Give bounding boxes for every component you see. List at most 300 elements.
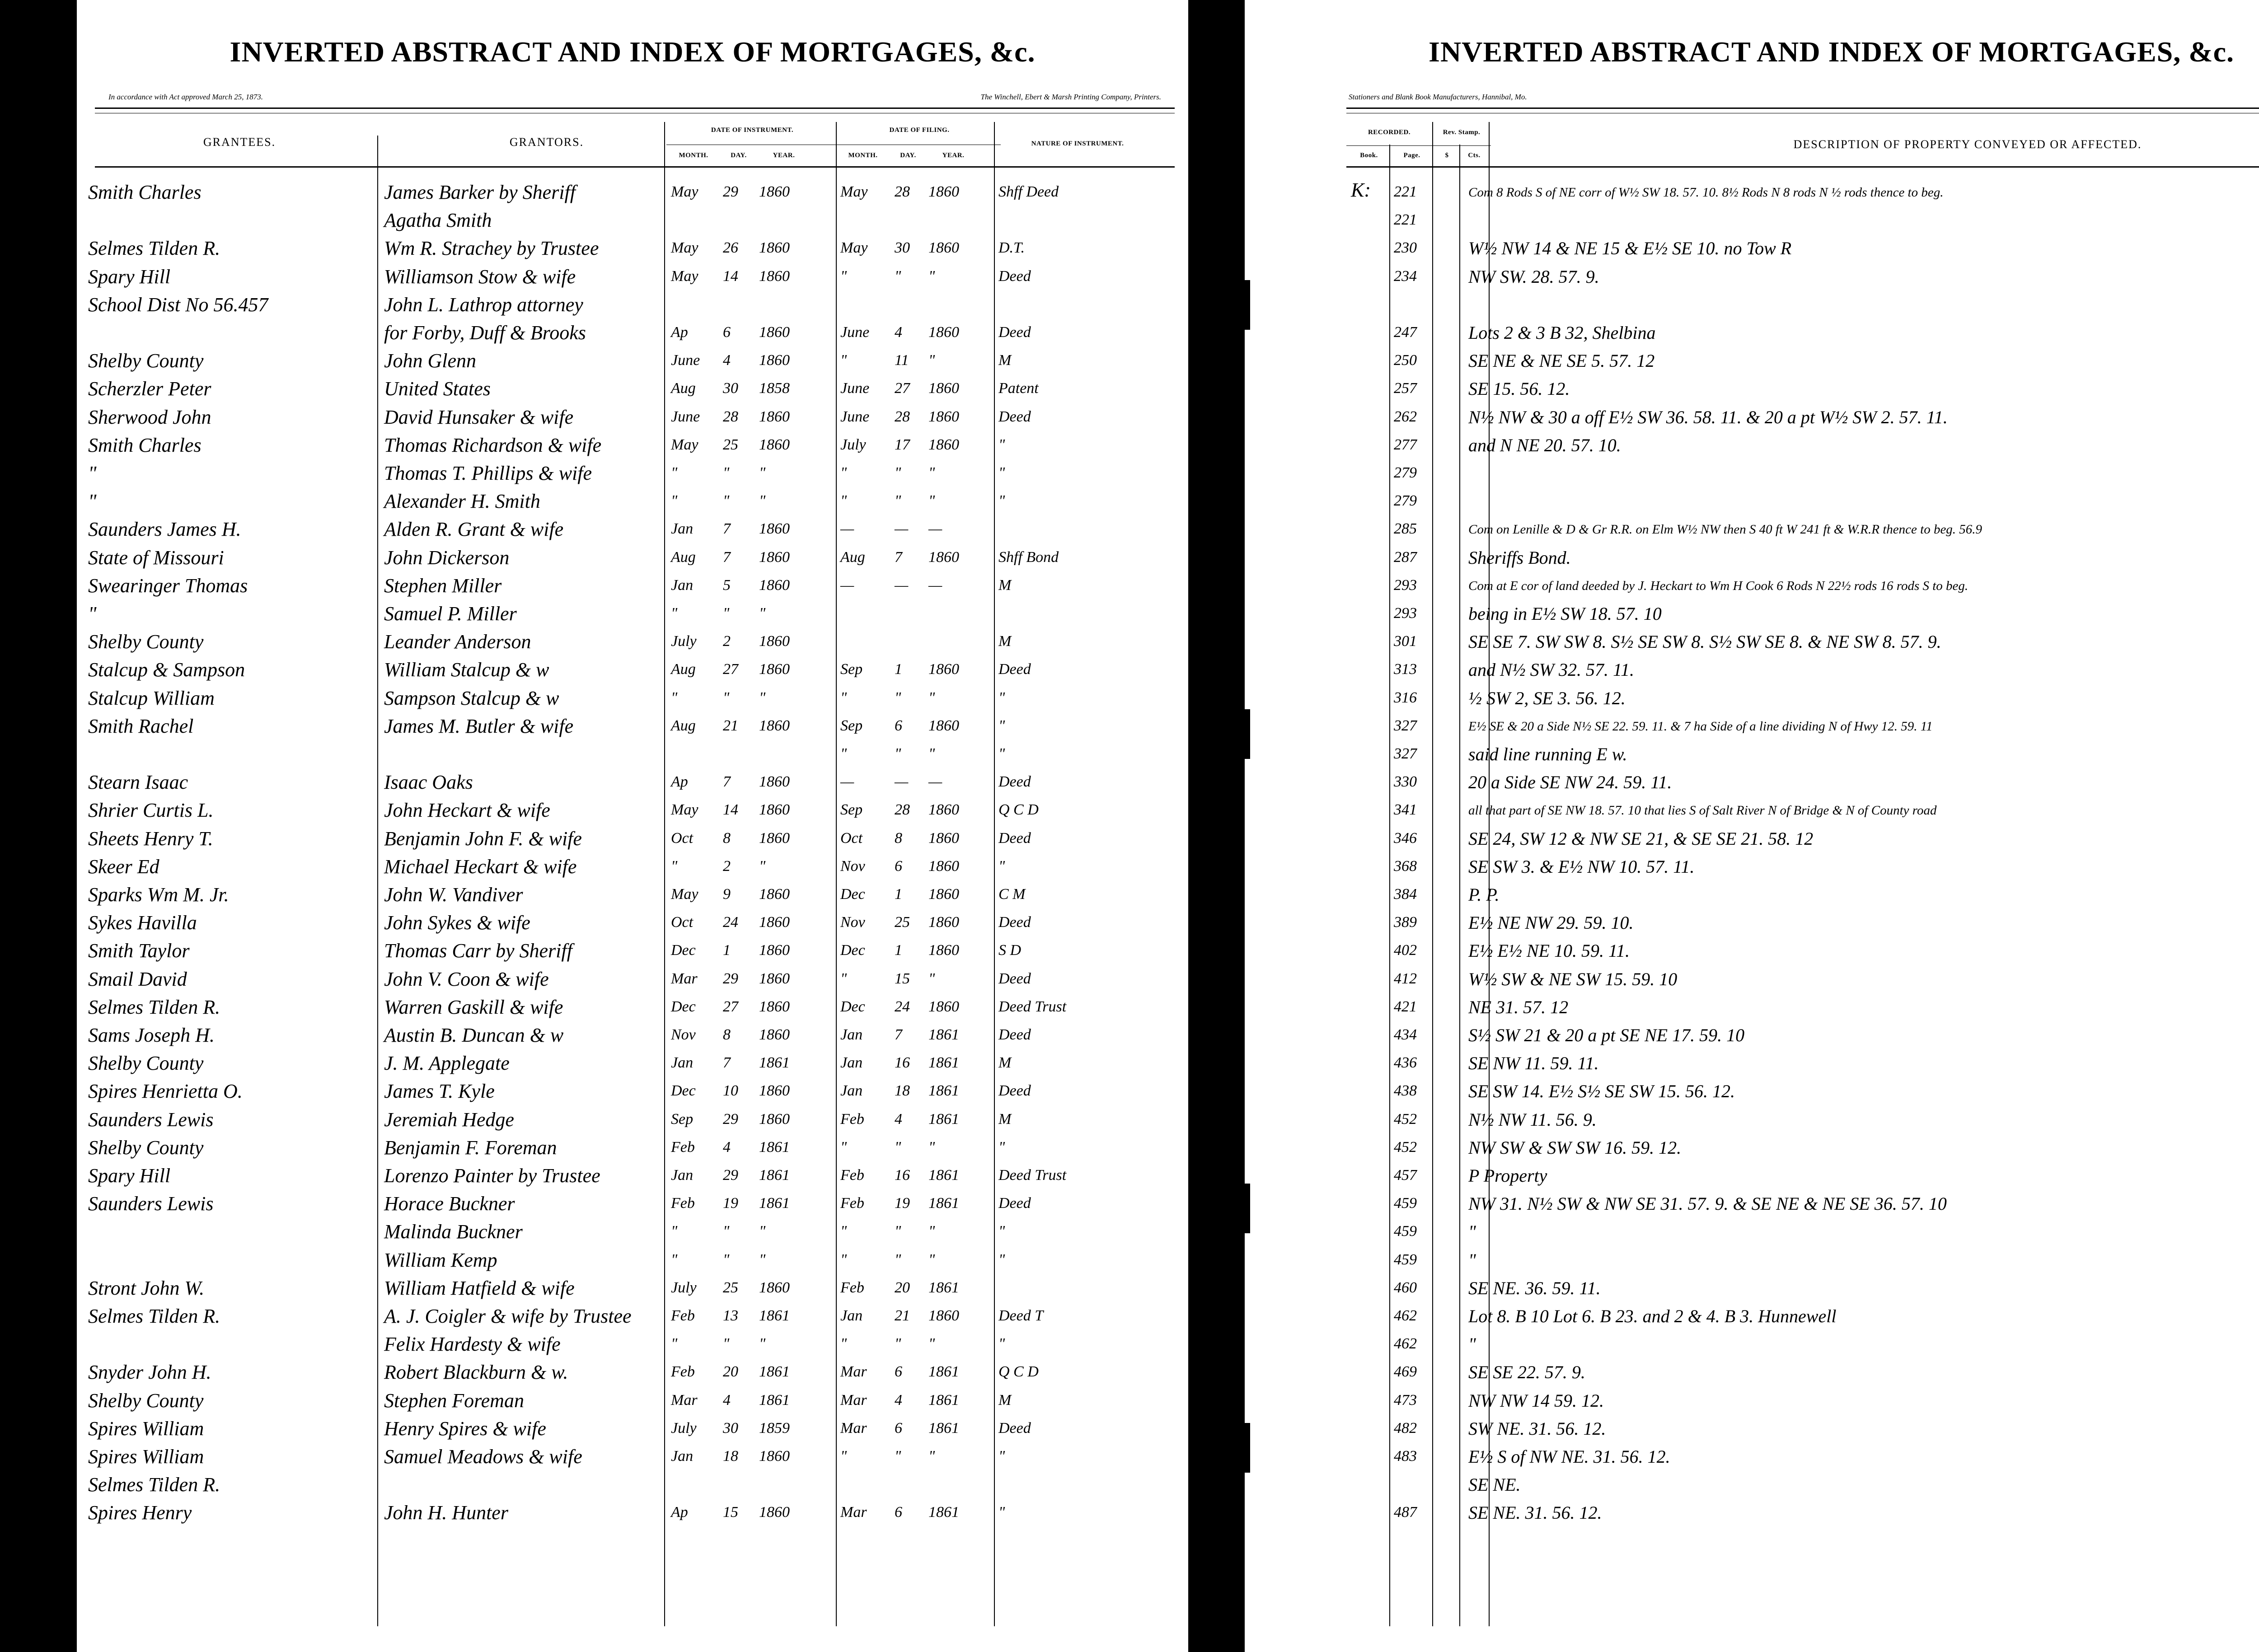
page-number-cell: 462 <box>1394 1335 1417 1352</box>
page-number-cell: 250 <box>1394 352 1417 369</box>
instrument-day-cell: " <box>723 689 730 706</box>
instrument-month-cell: Ap <box>671 773 688 791</box>
day-subheader: DAY. <box>900 152 916 159</box>
instrument-year-cell: 1861 <box>759 1138 790 1156</box>
instrument-day-cell: 14 <box>723 801 738 819</box>
page-number-cell: 434 <box>1394 1026 1417 1043</box>
filing-day-cell: 15 <box>895 970 910 987</box>
property-description-cell: W½ SW & NE SW 15. 59. 10 <box>1468 969 1678 989</box>
right-stationers-note: Stationers and Blank Book Manufacturers, Hannibal, Mo. <box>1349 93 1527 101</box>
grantor-cell: John Heckart & wife <box>384 799 550 822</box>
nature-cell: Deed <box>998 267 1031 285</box>
filing-day-cell: 17 <box>895 436 910 453</box>
table-row <box>77 1501 1188 1528</box>
filing-year-cell: " <box>928 1223 935 1240</box>
left-ledger-page <box>77 0 1188 1652</box>
nature-cell: Deed <box>998 829 1031 847</box>
nature-cell: M <box>998 352 1012 369</box>
grantor-cell: Alden R. Grant & wife <box>384 518 564 541</box>
instrument-year-cell: " <box>759 492 766 510</box>
filing-year-cell: " <box>928 745 935 762</box>
grantors-header: GRANTORS. <box>509 136 584 149</box>
grantor-cell: John Glenn <box>384 350 477 372</box>
property-description-cell: NW SW. 28. 57. 9. <box>1468 266 1599 287</box>
nature-cell: M <box>998 1391 1012 1409</box>
grantee-cell: Spary Hill <box>88 265 171 288</box>
property-description-cell: NE 31. 57. 12 <box>1468 997 1569 1017</box>
grantor-cell: Benjamin F. Foreman <box>384 1136 557 1159</box>
grantor-cell: Henry Spires & wife <box>384 1417 546 1440</box>
filing-month-cell: " <box>840 689 847 706</box>
property-description-cell: and N½ SW 32. 57. 11. <box>1468 660 1635 680</box>
filing-year-cell: 1860 <box>928 408 959 425</box>
grantor-cell: Stephen Miller <box>384 574 502 597</box>
table-row <box>77 630 1188 657</box>
page-number-cell: 482 <box>1394 1419 1417 1437</box>
description-row <box>1245 855 2259 882</box>
filing-day-cell: 27 <box>895 380 910 397</box>
nature-cell: M <box>998 1110 1012 1128</box>
instrument-month-cell: May <box>671 886 698 903</box>
instrument-month-cell: " <box>671 1251 678 1268</box>
filing-month-cell: June <box>840 380 870 397</box>
instrument-year-cell: " <box>759 464 766 481</box>
grantor-cell: Austin B. Duncan & w <box>384 1024 564 1046</box>
filing-day-cell: — <box>895 773 909 791</box>
description-row <box>1245 883 2259 910</box>
instrument-month-cell: May <box>671 239 698 257</box>
filing-day-cell: 25 <box>895 914 910 931</box>
page-number-cell: 293 <box>1394 576 1417 594</box>
nature-cell: Deed <box>998 324 1031 341</box>
grantor-cell: for Forby, Duff & Brooks <box>384 322 586 344</box>
table-row <box>77 1473 1188 1500</box>
filing-year-cell: 1860 <box>928 801 959 819</box>
page-number-cell: 221 <box>1394 183 1417 200</box>
filing-year-cell: 1861 <box>928 1195 959 1212</box>
page-number-cell: 462 <box>1394 1307 1417 1324</box>
property-description-cell: and N NE 20. 57. 10. <box>1468 435 1621 455</box>
left-act-note: In accordance with Act approved March 25, 1873. <box>108 93 263 101</box>
property-description-cell: N½ NW & 30 a off E½ SW 36. 58. 11. & 20 a pt W½ SW 2. 57. 11. <box>1468 407 1948 427</box>
filing-year-cell: 1860 <box>928 829 959 847</box>
property-description-cell: SE 15. 56. 12. <box>1468 379 1570 399</box>
table-row <box>77 406 1188 433</box>
description-row <box>1245 181 2259 208</box>
instrument-month-cell: Dec <box>671 942 696 959</box>
property-description-cell: E½ S of NW NE. 31. 56. 12. <box>1468 1446 1670 1467</box>
instrument-year-cell: " <box>759 689 766 706</box>
instrument-year-cell: 1860 <box>759 352 790 369</box>
page-number-cell: 234 <box>1394 267 1417 285</box>
page-number-cell: 279 <box>1394 492 1417 510</box>
description-row <box>1245 939 2259 966</box>
table-row <box>77 462 1188 489</box>
property-description-cell: all that part of SE NW 18. 57. 10 that lies S of Salt River N of Bridge & N of County road <box>1468 803 1937 818</box>
grantor-cell: Wm R. Strachey by Trustee <box>384 237 599 260</box>
page-number-cell: 459 <box>1394 1195 1417 1212</box>
binding-gutter <box>1188 0 1245 1652</box>
year-subheader: YEAR. <box>773 152 795 159</box>
grantor-cell: Thomas T. Phillips & wife <box>384 462 592 484</box>
filing-day-cell: 20 <box>895 1279 910 1296</box>
instrument-day-cell: 19 <box>723 1195 738 1212</box>
filing-day-cell: 1 <box>895 886 902 903</box>
description-row <box>1245 1389 2259 1416</box>
filing-year-cell: 1861 <box>928 1110 959 1128</box>
filing-day-cell: 4 <box>895 1391 902 1409</box>
nature-cell: " <box>998 1504 1005 1521</box>
instrument-month-cell: Mar <box>671 1391 698 1409</box>
property-description-cell: E½ SE & 20 a Side N½ SE 22. 59. 11. & 7 ha Side of a line dividing N of Hwy 12. 59. 11 <box>1468 719 1933 734</box>
dollars-subheader: $ <box>1445 152 1449 159</box>
filing-month-cell: " <box>840 1448 847 1465</box>
table-row <box>77 1277 1188 1304</box>
property-description-cell: SE NE. 31. 56. 12. <box>1468 1502 1602 1523</box>
grantor-cell: Thomas Carr by Sheriff <box>384 940 572 962</box>
grantee-cell: Shelby County <box>88 1052 204 1075</box>
description-row <box>1245 602 2259 629</box>
filing-month-cell: — <box>840 773 854 791</box>
table-row <box>77 265 1188 292</box>
property-description-cell: S½ SW 21 & 20 a pt SE NE 17. 59. 10 <box>1468 1025 1745 1045</box>
table-row <box>77 911 1188 938</box>
filing-year-cell: " <box>928 1251 935 1268</box>
grantee-cell: School Dist No 56.457 <box>88 293 268 316</box>
filing-day-cell: 6 <box>895 857 902 875</box>
page-number-cell: 460 <box>1394 1279 1417 1296</box>
instrument-day-cell: 7 <box>723 1054 731 1072</box>
page-number-cell: 421 <box>1394 998 1417 1015</box>
description-row <box>1245 658 2259 685</box>
instrument-day-cell: 13 <box>723 1307 738 1324</box>
instrument-month-cell: Feb <box>671 1307 695 1324</box>
page-number-cell: 452 <box>1394 1138 1417 1156</box>
page-number-cell: 483 <box>1394 1448 1417 1465</box>
instrument-day-cell: 5 <box>723 576 731 594</box>
table-row <box>77 939 1188 966</box>
grantor-cell: Stephen Foreman <box>384 1389 524 1412</box>
filing-month-cell: Nov <box>840 914 865 931</box>
recorded-header: RECORDED. <box>1368 129 1411 136</box>
table-row <box>77 321 1188 348</box>
instrument-month-cell: May <box>671 801 698 819</box>
filing-month-cell: " <box>840 1138 847 1156</box>
page-number-cell: 262 <box>1394 408 1417 425</box>
grantor-cell: John Dickerson <box>384 546 510 569</box>
property-description-cell: Com on Lenille & D & Gr R.R. on Elm W½ NW then S 40 ft W 241 ft & W.R.R thence to beg. 56.9 <box>1468 522 1982 537</box>
table-row <box>77 1333 1188 1360</box>
grantee-cell: Spires Henrietta O. <box>88 1080 243 1103</box>
filing-day-cell: 1 <box>895 661 902 678</box>
nature-cell: Deed Trust <box>998 1167 1067 1184</box>
property-description-cell: SE SE 22. 57. 9. <box>1468 1362 1585 1383</box>
filing-year-cell: 1860 <box>928 886 959 903</box>
grantee-cell: Spires William <box>88 1446 204 1468</box>
grantee-cell: Smith Rachel <box>88 715 194 737</box>
description-row <box>1245 911 2259 938</box>
filing-month-cell: Mar <box>840 1363 867 1381</box>
instrument-day-cell: " <box>723 605 730 622</box>
table-row <box>77 490 1188 517</box>
filing-month-cell: " <box>840 352 847 369</box>
filing-month-cell: Jan <box>840 1026 863 1043</box>
filing-year-cell: 1860 <box>928 942 959 959</box>
instrument-month-cell: Aug <box>671 380 696 397</box>
nature-cell: " <box>998 464 1005 481</box>
property-description-cell: said line running E w. <box>1468 744 1627 764</box>
instrument-day-cell: 9 <box>723 886 731 903</box>
filing-day-cell: — <box>895 576 909 594</box>
grantee-cell: Stalcup William <box>88 687 215 709</box>
filing-day-cell: " <box>895 1251 901 1268</box>
grantee-cell: Saunders Lewis <box>88 1108 214 1131</box>
nature-cell: " <box>998 492 1005 510</box>
grantee-cell: Shelby County <box>88 350 204 372</box>
table-row <box>77 1249 1188 1276</box>
instrument-day-cell: 28 <box>723 408 738 425</box>
property-description-cell: NW 31. N½ SW & NW SE 31. 57. 9. & SE NE & NE SE 36. 57. 10 <box>1468 1193 1947 1214</box>
filing-month-cell: " <box>840 267 847 285</box>
rev-stamp-header: Rev. Stamp. <box>1443 129 1481 136</box>
filing-month-cell: Feb <box>840 1110 864 1128</box>
nature-cell: Deed <box>998 1082 1031 1100</box>
filing-year-cell: 1860 <box>928 436 959 453</box>
nature-cell: Deed <box>998 661 1031 678</box>
filing-day-cell: 28 <box>895 801 910 819</box>
instrument-day-cell: 20 <box>723 1363 738 1381</box>
page-number-cell: 327 <box>1394 745 1417 762</box>
property-description-cell: Com 8 Rods S of NE corr of W½ SW 18. 57. 10. 8½ Rods N 8 rods N ½ rods thence to beg. <box>1468 185 1944 200</box>
grantor-cell: Alexander H. Smith <box>384 490 540 513</box>
nature-cell: " <box>998 1335 1005 1352</box>
description-row <box>1245 1052 2259 1079</box>
page-number-cell: 459 <box>1394 1223 1417 1240</box>
filing-day-cell: 28 <box>895 183 910 200</box>
filing-day-cell: 30 <box>895 239 910 257</box>
instrument-year-cell: " <box>759 1223 766 1240</box>
table-row <box>77 209 1188 236</box>
description-row <box>1245 349 2259 376</box>
nature-cell: M <box>998 633 1012 650</box>
filing-year-cell: 1861 <box>928 1419 959 1437</box>
instrument-month-cell: July <box>671 1419 697 1437</box>
property-description-cell: SE NW 11. 59. 11. <box>1468 1053 1599 1074</box>
table-row <box>77 1136 1188 1163</box>
instrument-year-cell: 1860 <box>759 717 790 734</box>
nature-cell: Deed <box>998 408 1031 425</box>
table-row <box>77 968 1188 995</box>
filing-day-cell: 16 <box>895 1167 910 1184</box>
page-number-cell: 412 <box>1394 970 1417 987</box>
description-row <box>1245 462 2259 489</box>
filing-month-cell: Dec <box>840 998 865 1015</box>
instrument-month-cell: Feb <box>671 1138 695 1156</box>
filing-month-cell: Oct <box>840 829 863 847</box>
page-number-cell: 341 <box>1394 801 1417 819</box>
table-row <box>77 743 1188 770</box>
instrument-year-cell: 1860 <box>759 324 790 341</box>
property-description-cell: N½ NW 11. 56. 9. <box>1468 1109 1597 1130</box>
grantor-cell: Samuel Meadows & wife <box>384 1446 582 1468</box>
page-number-cell: 301 <box>1394 633 1417 650</box>
grantor-cell: David Hunsaker & wife <box>384 406 574 428</box>
nature-cell: Deed <box>998 1026 1031 1043</box>
filing-year-cell: 1860 <box>928 548 959 566</box>
table-row <box>77 377 1188 404</box>
table-row <box>77 1192 1188 1219</box>
table-row <box>77 349 1188 376</box>
description-row <box>1245 1136 2259 1163</box>
nature-cell: Patent <box>998 380 1039 397</box>
filing-month-cell: " <box>840 1251 847 1268</box>
nature-cell: M <box>998 576 1012 594</box>
filing-month-cell: — <box>840 520 854 538</box>
grantor-cell: A. J. Coigler & wife by Trustee <box>384 1305 632 1327</box>
filing-day-cell: 28 <box>895 408 910 425</box>
filing-year-cell: " <box>928 1138 935 1156</box>
grantor-cell: Jeremiah Hedge <box>384 1108 514 1131</box>
filing-day-cell: 11 <box>895 352 909 369</box>
description-row <box>1245 827 2259 854</box>
description-row <box>1245 546 2259 573</box>
description-header: DESCRIPTION OF PROPERTY CONVEYED OR AFFECTED. <box>1793 138 2142 151</box>
instrument-day-cell: 15 <box>723 1504 738 1521</box>
instrument-year-cell: 1860 <box>759 1504 790 1521</box>
filing-year-cell: 1860 <box>928 857 959 875</box>
grantor-cell: Sampson Stalcup & w <box>384 687 559 709</box>
page-number-cell: 452 <box>1394 1110 1417 1128</box>
grantor-cell: Leander Anderson <box>384 631 531 653</box>
grantor-cell: James T. Kyle <box>384 1080 495 1103</box>
instrument-month-cell: Jan <box>671 1448 694 1465</box>
grantee-cell: Scherzler Peter <box>88 378 211 400</box>
filing-day-cell: 4 <box>895 1110 902 1128</box>
instrument-month-cell: " <box>671 492 678 510</box>
instrument-year-cell: 1859 <box>759 1419 790 1437</box>
instrument-year-cell: 1861 <box>759 1054 790 1072</box>
page-number-cell: 459 <box>1394 1251 1417 1268</box>
left-top-rule <box>95 108 1175 109</box>
property-description-cell: P. P. <box>1468 884 1500 905</box>
description-row <box>1245 715 2259 742</box>
property-description-cell: SE NE & NE SE 5. 57. 12 <box>1468 351 1655 371</box>
filing-year-cell: " <box>928 970 935 987</box>
grantor-cell: William Stalcup & w <box>384 659 549 681</box>
nature-cell: Deed <box>998 1419 1031 1437</box>
instrument-day-cell: 29 <box>723 1110 738 1128</box>
description-row <box>1245 574 2259 601</box>
instrument-month-cell: May <box>671 436 698 453</box>
table-row <box>77 883 1188 910</box>
table-row <box>77 1220 1188 1247</box>
filing-month-cell: " <box>840 745 847 762</box>
page-number-cell: 438 <box>1394 1082 1417 1100</box>
instrument-month-cell: Ap <box>671 1504 688 1521</box>
instrument-year-cell: 1860 <box>759 520 790 538</box>
instrument-day-cell: 29 <box>723 1167 738 1184</box>
filing-month-cell: Feb <box>840 1279 864 1296</box>
property-description-cell: being in E½ SW 18. 57. 10 <box>1468 604 1662 624</box>
filing-month-cell: " <box>840 970 847 987</box>
filing-day-cell: " <box>895 745 901 762</box>
page-number-cell: 368 <box>1394 857 1417 875</box>
filing-year-cell: " <box>928 352 935 369</box>
filing-month-cell: " <box>840 1223 847 1240</box>
page-number-cell: 327 <box>1394 717 1417 734</box>
grantor-cell: Thomas Richardson & wife <box>384 434 602 456</box>
grantor-cell: Lorenzo Painter by Trustee <box>384 1165 600 1187</box>
description-row <box>1245 799 2259 826</box>
description-row <box>1245 1305 2259 1332</box>
description-row <box>1245 1080 2259 1107</box>
instrument-year-cell: 1860 <box>759 1279 790 1296</box>
filing-month-cell: " <box>840 492 847 510</box>
grantee-cell: Sams Joseph H. <box>88 1024 215 1046</box>
instrument-day-cell: 25 <box>723 436 738 453</box>
grantor-cell: John V. Coon & wife <box>384 968 549 990</box>
property-description-cell: E½ E½ NE 10. 59. 11. <box>1468 941 1630 961</box>
instrument-year-cell: " <box>759 605 766 622</box>
grantee-cell: Skeer Ed <box>88 855 159 878</box>
instrument-month-cell: " <box>671 464 678 481</box>
page-number-cell: 257 <box>1394 380 1417 397</box>
description-row <box>1245 265 2259 292</box>
nature-cell: " <box>998 857 1005 875</box>
page-number-cell: 436 <box>1394 1054 1417 1072</box>
property-description-cell: " <box>1468 1250 1476 1270</box>
instrument-day-cell: 7 <box>723 520 731 538</box>
instrument-year-cell: " <box>759 1251 766 1268</box>
instrument-year-cell: 1860 <box>759 408 790 425</box>
filing-year-cell: 1861 <box>928 1363 959 1381</box>
property-description-cell: 20 a Side SE NW 24. 59. 11. <box>1468 772 1672 793</box>
instrument-year-cell: 1860 <box>759 801 790 819</box>
filing-day-cell: 8 <box>895 829 902 847</box>
filing-month-cell: Jan <box>840 1054 863 1072</box>
page-number-cell: 389 <box>1394 914 1417 931</box>
nature-cell: " <box>998 1251 1005 1268</box>
instrument-month-cell: " <box>671 1223 678 1240</box>
instrument-month-cell: July <box>671 1279 697 1296</box>
nature-cell: M <box>998 1054 1012 1072</box>
filing-day-cell: 16 <box>895 1054 910 1072</box>
instrument-month-cell: Oct <box>671 914 694 931</box>
table-row <box>77 293 1188 320</box>
description-row <box>1245 1220 2259 1247</box>
nature-cell: C M <box>998 886 1026 903</box>
instrument-month-cell: Dec <box>671 1082 696 1100</box>
filing-year-cell: " <box>928 1448 935 1465</box>
grantor-cell: Felix Hardesty & wife <box>384 1333 561 1356</box>
filing-year-cell: 1860 <box>928 1307 959 1324</box>
filing-year-cell: 1861 <box>928 1167 959 1184</box>
instrument-month-cell: May <box>671 183 698 200</box>
filing-year-cell: 1860 <box>928 239 959 257</box>
grantee-cell: Stront John W. <box>88 1277 205 1299</box>
grantee-cell: Stearn Isaac <box>88 771 188 794</box>
description-row <box>1245 490 2259 517</box>
instrument-month-cell: June <box>671 408 700 425</box>
property-description-cell: SE SW 3. & E½ NW 10. 57. 11. <box>1468 856 1695 877</box>
instrument-year-cell: 1860 <box>759 914 790 931</box>
instrument-day-cell: 26 <box>723 239 738 257</box>
description-row <box>1245 1277 2259 1304</box>
filing-year-cell: 1860 <box>928 183 959 200</box>
grantee-cell: State of Missouri <box>88 546 224 569</box>
grantee-cell: Selmes Tilden R. <box>88 1305 220 1327</box>
grantor-cell: John H. Hunter <box>384 1502 508 1524</box>
